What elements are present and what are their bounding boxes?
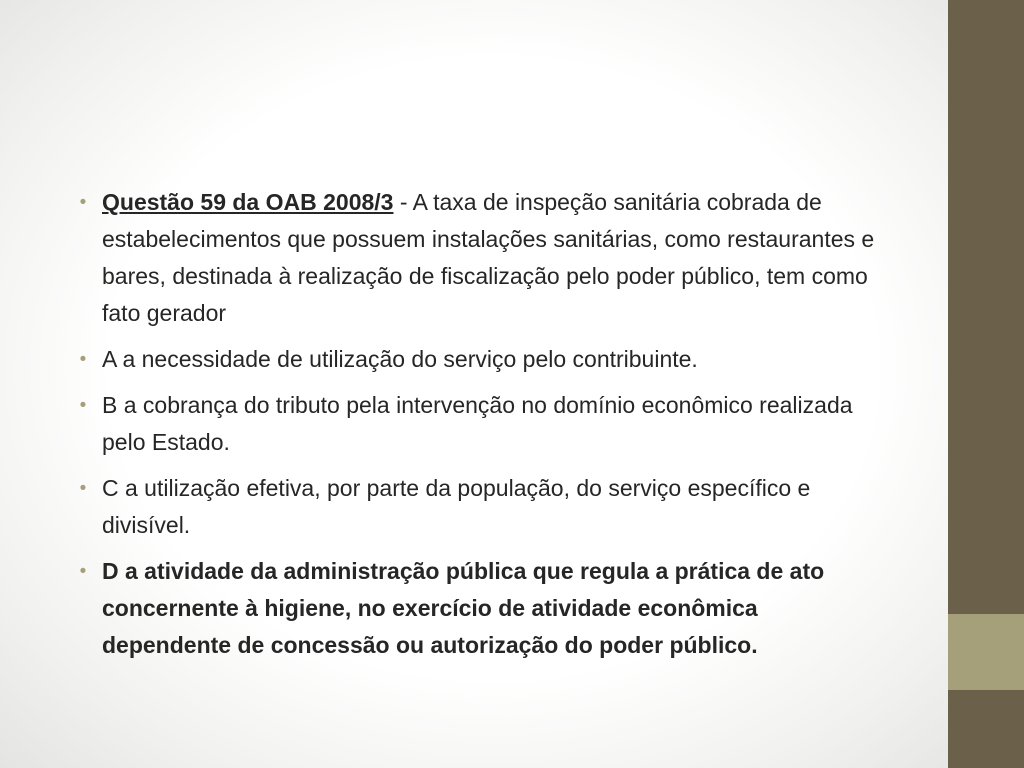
option-c [76,470,876,544]
option-d-text: D a atividade da administração pública que regula a prática de ato concernente à higiene, no exercício de atividade econômica dependente de concessão ou autorização do poder público. [102,558,825,658]
option-b [76,387,876,461]
option-a [76,341,876,378]
option-b-text: B a cobrança do tributo pela intervenção no domínio econômico realizada pelo Estado. [102,392,853,455]
bullet-icon: • [79,349,87,370]
option-d [76,553,876,664]
bullet-icon: • [79,395,87,416]
option-c-text: C a utilização efetiva, por parte da população, do serviço específico e divisível. [102,475,811,538]
bullet-icon: • [79,561,87,582]
slide-bullet-list [76,184,876,673]
question-text: - A taxa de inspeção sanitária cobrada de estabelecimentos que possuem instalações sanitárias, como restaurantes e bares, destinada à realização de fiscalização pelo poder público, tem como fato gerador [102,189,875,326]
question-item [76,184,876,332]
decorative-side-accent [948,614,1024,690]
question-title: Questão 59 da OAB 2008/3 [102,189,394,215]
option-a-text: A a necessidade de utilização do serviço pelo contribuinte. [102,346,698,372]
bullet-icon: • [79,478,87,499]
bullet-icon: • [79,192,87,213]
